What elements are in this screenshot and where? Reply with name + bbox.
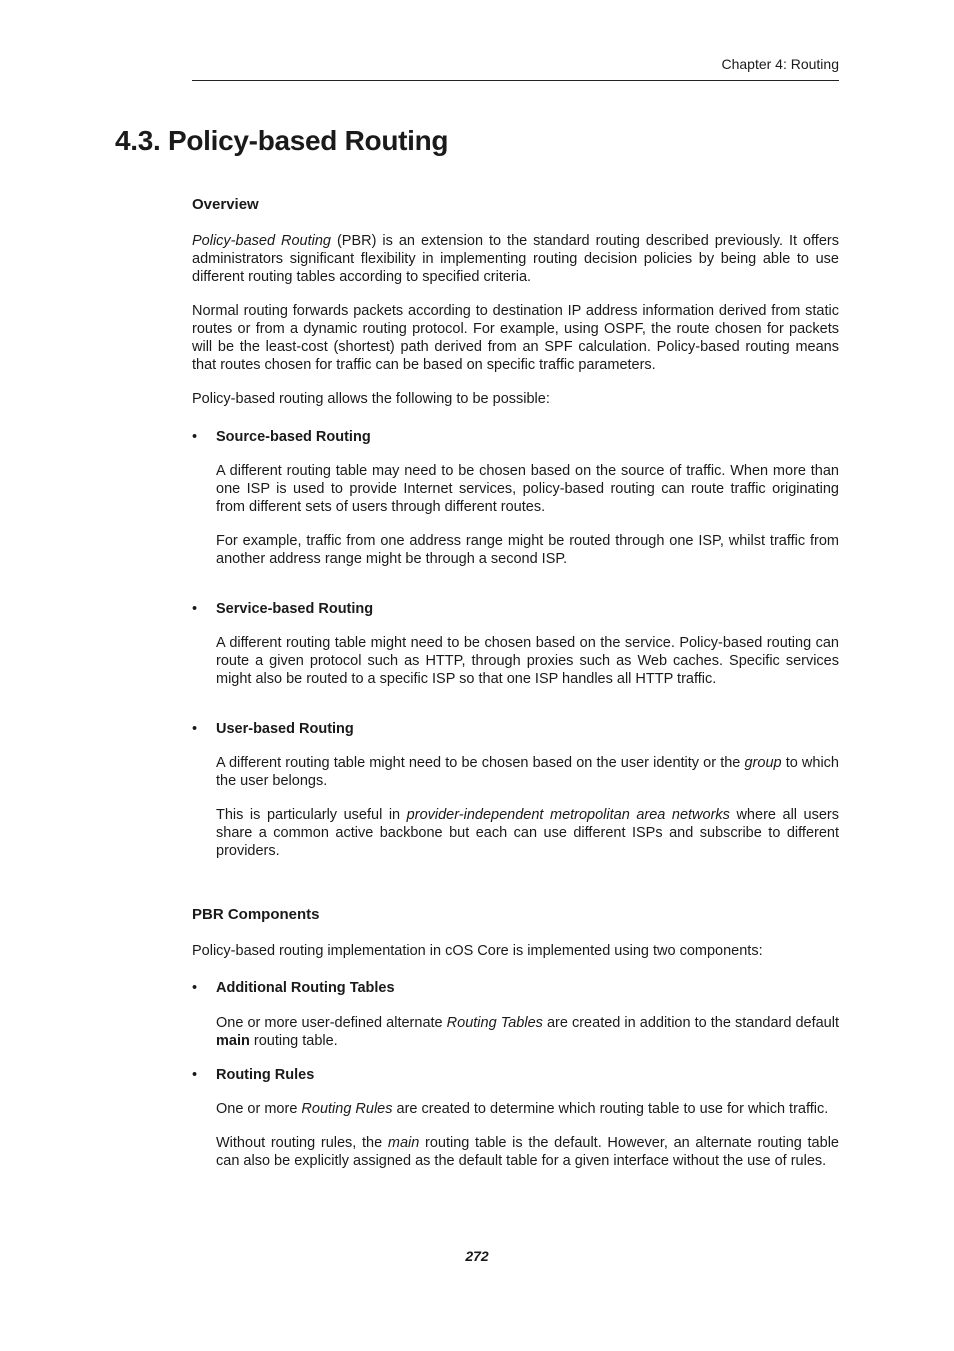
list-item [192,428,839,446]
emphasis: Routing Tables [446,1015,543,1031]
page-number: 272 [465,1248,489,1264]
bullet-icon: • [192,721,198,737]
paragraph: Policy-based routing allows the following to be possible: [192,391,550,407]
bullet-icon: • [192,980,198,996]
paragraph: One or more user-defined alternate Routing Tables are created in addition to the standard default main routing table. [216,1015,839,1049]
paragraph: A different routing table might need to be chosen based on the service. Policy-based routing can route a given protocol such as HTTP, through proxies such as Web caches. Specific services might also be routed to a specific ISP so that one ISP handles all HTTP traffic. [216,635,839,687]
paragraph: This is particularly useful in provider-independent metropolitan area networks where all users share a common active backbone but each can use different ISPs and subscribe to different providers. [216,807,840,859]
section-heading-pbr-components: PBR Components [192,906,320,923]
list-item-title: Service-based Routing [216,601,374,617]
bullet-icon: • [192,429,198,445]
paragraph: Normal routing forwards packets according to destination IP address information derived from static routes or from a dynamic routing protocol. For example, using OSPF, the route chosen for packets will be the least-cost (shortest) path derived from an SPF calculation. Policy-based routing means that routes chosen for traffic can be based on specific traffic parameters. [192,303,839,373]
page-title: 4.3. Policy-based Routing [115,125,449,156]
emphasis: main [387,1135,420,1151]
bullet-icon: • [192,601,198,617]
emphasis: Routing Rules [301,1101,393,1117]
emphasis: group [744,755,782,771]
running-header: Chapter 4: Routing [721,56,839,72]
emphasis: Policy-based Routing [192,233,331,249]
strong-text: main [216,1033,250,1049]
list-item [192,720,839,738]
paragraph: Without routing rules, the main routing table is the default. However, an alternate routing table can also be explicitly assigned as the default table for a given interface without the use of rules. [216,1135,839,1169]
paragraph: A different routing table may need to be chosen based on the source of traffic. When more than one ISP is used to provide Internet services, policy-based routing can route traffic originating from different sets of users through different routes. [216,463,839,515]
list-item-title: Routing Rules [216,1067,315,1083]
emphasis: provider-independent metropolitan area networks [406,807,730,823]
paragraph: A different routing table might need to be chosen based on the user identity or the group to which the user belongs. [216,755,839,789]
list-item-title: Additional Routing Tables [216,980,395,996]
main-content [192,196,839,1170]
list-item-title: User-based Routing [216,721,354,737]
section-heading-overview: Overview [192,196,259,213]
list-item [192,979,839,997]
bullet-icon: • [192,1067,198,1083]
list-item [192,600,839,618]
list-item-title: Source-based Routing [216,429,371,445]
header-rule [192,80,839,81]
paragraph: One or more Routing Rules are created to determine which routing table to use for which traffic. [216,1101,829,1117]
paragraph: For example, traffic from one address range might be routed through one ISP, whilst traffic from another address range might be through a second ISP. [216,533,839,567]
paragraph: Policy-based Routing (PBR) is an extension to the standard routing described previously. It offers administrators significant flexibility in implementing routing decision policies by being able to use different routing tables according to specified criteria. [192,233,839,285]
paragraph: Policy-based routing implementation in cOS Core is implemented using two components: [192,943,763,959]
list-item [192,1066,839,1084]
